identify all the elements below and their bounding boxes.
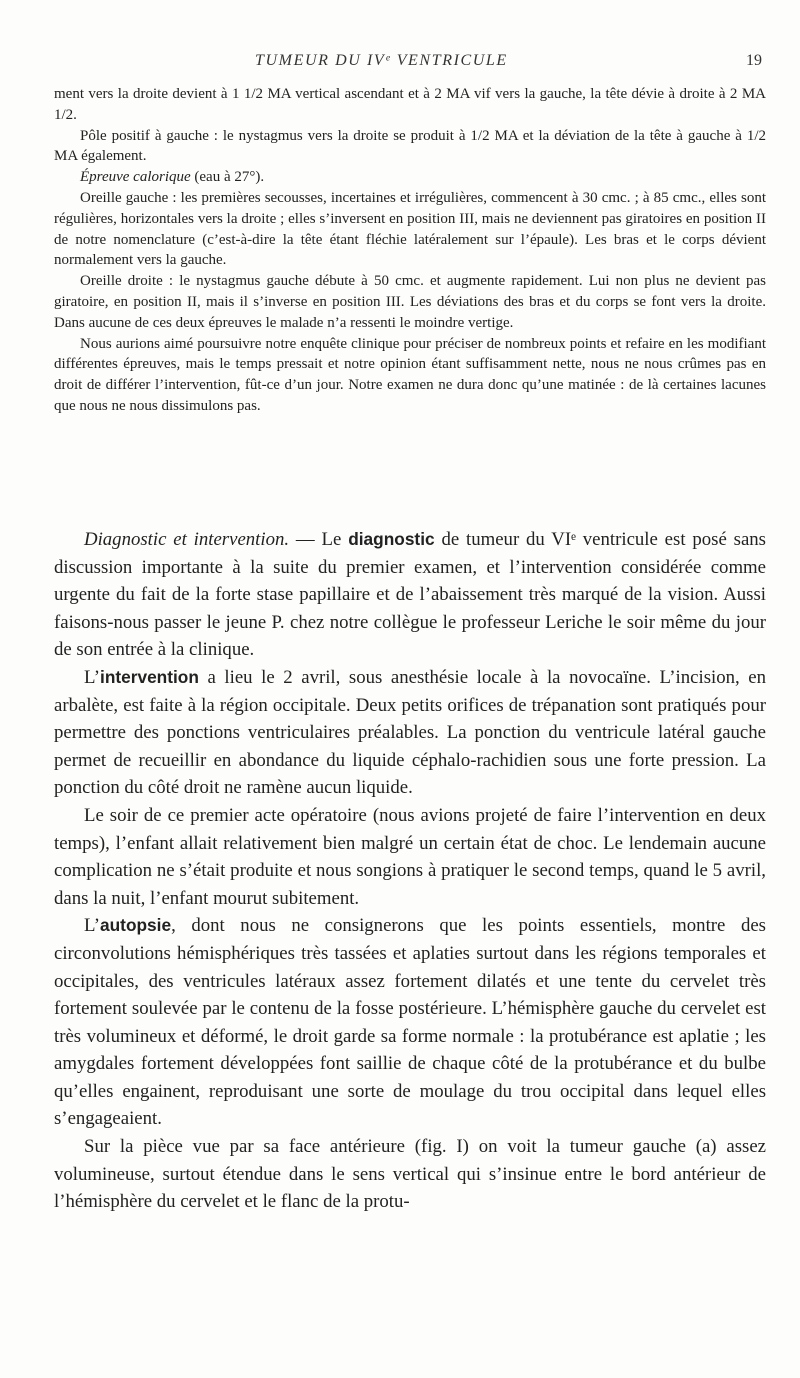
italic-heading: Épreuve calorique	[80, 169, 191, 186]
paragraph-specimen: Sur la pièce vue par sa face antérieure (fig. I) on voit la tumeur gauche (a) assez volumineuse, surtout étendue dans le sens vertical qui s’insinue entre le bord antérieur de l’hémisphère du cervelet et le flanc de la protu-	[54, 1136, 766, 1213]
paragraph-evening: Le soir de ce premier acte opératoire (nous avions projeté de faire l’intervention en deux temps), l’enfant allait relativement bien malgré un certain état de choc. Le lendemain aucune complication ne s’était produite et nous songions à pratiquer le second temps, quand le 5 avril, dans la nuit, l’enfant mourut subitement.	[54, 804, 766, 909]
clinical-notes	[54, 84, 766, 417]
running-title: TUMEUR DU IVᵉ VENTRICULE	[255, 52, 508, 69]
paragraph-diagnostic: Diagnostic et intervention. — Le diagnostic de tumeur du VIᵉ ventricule est posé sans discussion importante à la suite du premier examen, et l’intervention considérée comme urgente du fait de la forte stase papillaire et de l’abaissement très marqué de la vision. Aussi faisons-nous passer le jeune P. chez notre collègue le professeur Leriche le soir même du jour de son entrée à la clinique.	[54, 529, 766, 661]
paragraph-autopsy: L’autopsie, dont nous ne consignerons que les points essentiels, montre des circonvolutions hémisphériques très tassées et aplaties surtout dans les régions temporales et occipitales, des ventricules latéraux assez fortement dilatés et une tente du cervelet très fortement soulevée par le contenu de la fosse postérieure. L’hémisphère gauche du cervelet est très volumineux et déformé, le droit garde sa forme normale : la protubérance est aplatie ; les amygdales fortement développées font saillie de chaque côté de la protubérance et du bulbe qu’elles engainent, reproduisant une sorte de moulage du trou occipital dans lequel elles s’engageaient.	[54, 915, 766, 1130]
paragraph: ment vers la droite devient à 1 1/2 MA vertical ascendant et à 2 MA vif vers la gauche, la tête dévie à droite à 2 MA 1/2.	[54, 86, 766, 123]
page-number: 19	[746, 52, 762, 69]
main-text	[54, 526, 766, 1216]
keyword: intervention	[100, 666, 199, 687]
paragraph: Pôle positif à gauche : le nystagmus vers la droite se produit à 1/2 MA et la déviation de la tête à gauche à 1/2 MA également.	[54, 127, 766, 165]
paragraph: Nous aurions aimé poursuivre notre enquête clinique pour préciser de nombreux points et refaire en les modifiant différentes épreuves, mais le temps pressait et notre opinion étant suffisamment nette, nous ne nous crûmes pas en droit de différer l’intervention, fût-ce d’un jour. Notre examen ne dura donc qu’une matinée : de là certaines lacunes que nous ne nous dissimulons pas.	[54, 335, 766, 414]
keyword: diagnostic	[348, 529, 435, 549]
running-head	[0, 52, 800, 76]
paragraph: Oreille gauche : les premières secousses, incertaines et irrégulières, commencent à 30 cmc. ; à 85 cmc., elles sont régulières, horizontales vers la droite ; elles s’inversent en position III, mais ne deviennent pas giratoires en position II de notre nomenclature (c’est-à-dire la tête étant fléchie latéralement sur l’épaule). Les bras et le corps dévient normalement vers la gauche.	[54, 189, 766, 269]
paragraph-intervention: L’intervention a lieu le 2 avril, sous anesthésie locale à la novocaïne. L’incision, en arbalète, est faite à la région occipitale. Deux petits orifices de trépanation sont pratiqués pour permettre des ponctions ventriculaires préalables. La ponction du ventricule latéral gauche permet de recueillir en abondance du liquide céphalo-rachidien sous une forte pression. La ponction du côté droit ne ramène aucun liquide.	[54, 666, 766, 799]
paragraph: Épreuve calorique (eau à 27°).	[80, 169, 265, 186]
paragraph: Oreille droite : le nystagmus gauche débute à 50 cmc. et augmente rapidement. Lui non plus ne devient pas giratoire, en position II, mais il s’inverse en position III. Les déviations des bras et du corps se font vers la droite. Dans aucune de ces deux épreuves le malade n’a ressenti le moindre vertige.	[54, 273, 766, 331]
section-heading: Diagnostic et intervention.	[84, 529, 290, 550]
keyword: autopsie	[100, 915, 172, 936]
